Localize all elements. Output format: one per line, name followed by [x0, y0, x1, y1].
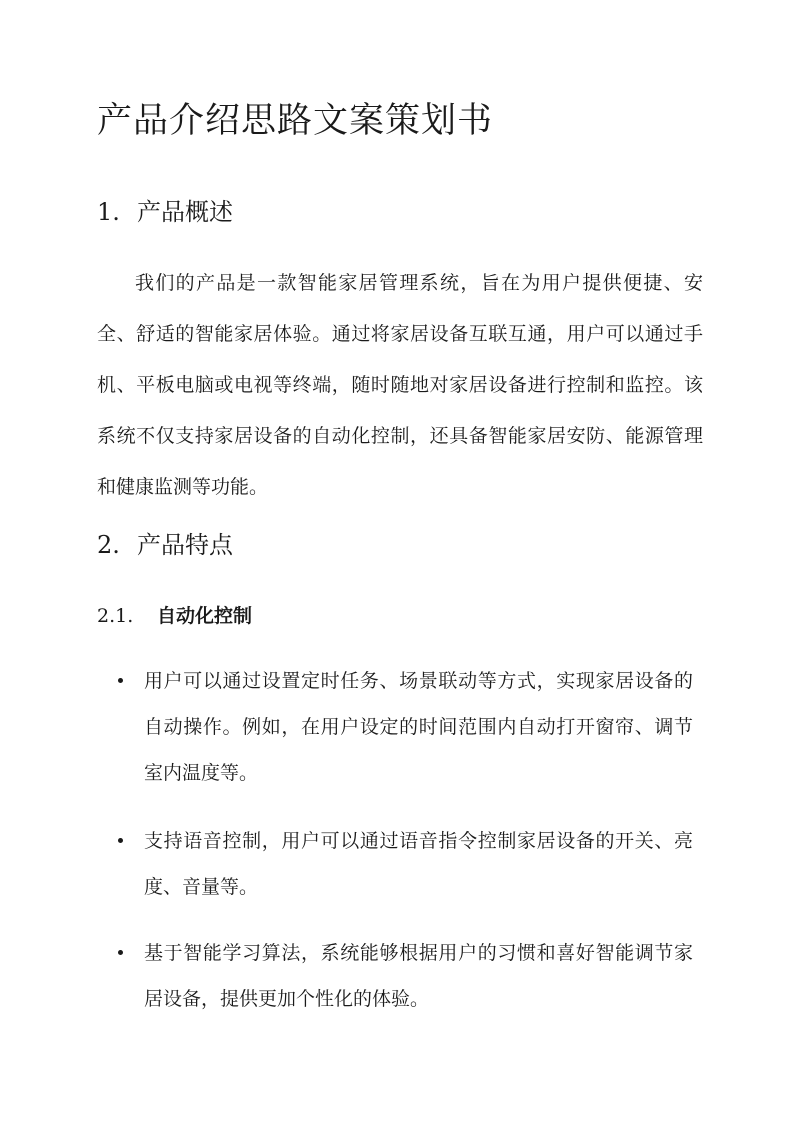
- list-item-text: 支持语音控制，用户可以通过语音指令控制家居设备的开关、亮度、音量等。: [144, 830, 693, 898]
- list-item: [118, 818, 693, 910]
- list-item: [118, 658, 693, 796]
- list-item-text: 用户可以通过设置定时任务、场景联动等方式，实现家居设备的自动操作。例如，在用户设定的时间范围内自动打开窗帘、调节室内温度等。: [144, 670, 693, 784]
- overview-paragraph: 我们的产品是一款智能家居管理系统，旨在为用户提供便捷、安全、舒适的智能家居体验。通过将家居设备互联互通，用户可以通过手机、平板电脑或电视等终端，随时随地对家居设备进行控制和监控。该系统不仅支持家居设备的自动化控制，还具备智能家居安防、能源管理和健康监测等功能。: [97, 272, 703, 498]
- section-number: 2.: [97, 531, 120, 559]
- list-item-text: 基于智能学习算法，系统能够根据用户的习惯和喜好智能调节家居设备，提供更加个性化的体验。: [144, 942, 693, 1010]
- subsection-heading-automation: [97, 601, 252, 631]
- section-title: 产品概述: [137, 198, 233, 226]
- bullet-icon: [118, 950, 123, 955]
- subsection-title: 自动化控制: [157, 605, 253, 627]
- section-number: 1.: [97, 198, 120, 226]
- subsection-number: 2.1.: [97, 605, 134, 627]
- section-title: 产品特点: [137, 531, 233, 559]
- section-heading-features: [97, 528, 233, 562]
- list-item: [118, 930, 693, 1022]
- document-title: 产品介绍思路文案策划书: [97, 101, 494, 141]
- bullet-icon: [118, 678, 123, 683]
- bullet-icon: [118, 838, 123, 843]
- section-heading-overview: [97, 195, 233, 229]
